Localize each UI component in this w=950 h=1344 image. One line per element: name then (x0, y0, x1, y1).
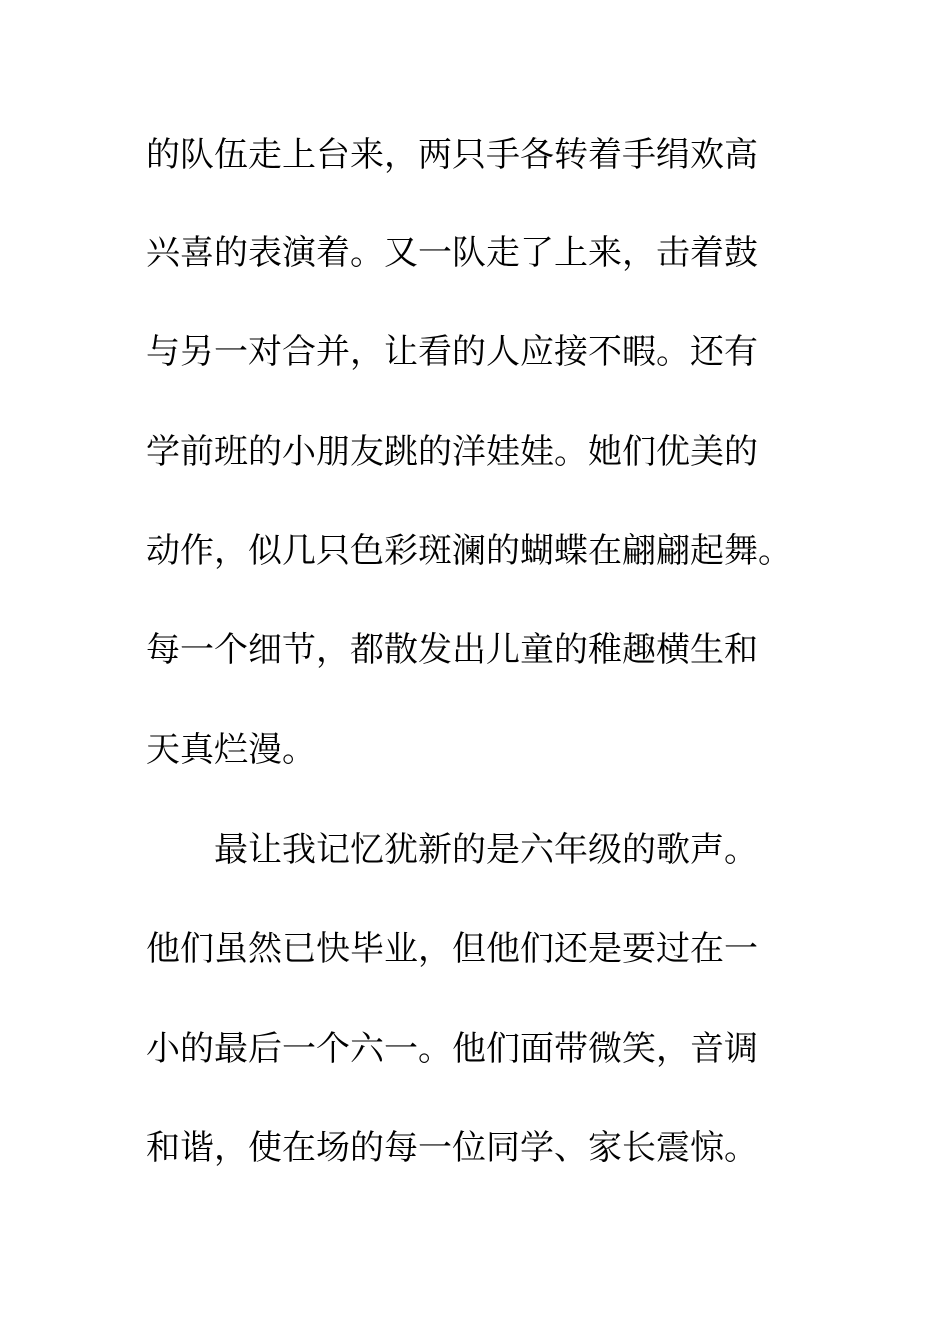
text-line-10: 小的最后一个六一。他们面带微笑，音调 (146, 1029, 758, 1069)
text-line-6: 每一个细节，都散发出儿童的稚趣横生和 (146, 630, 758, 670)
text-line-3: 与另一对合并，让看的人应接不暇。还有 (146, 332, 758, 372)
text-line-1: 的队伍走上台来，两只手各转着手绢欢高 (146, 135, 758, 175)
text-line-7: 天真烂漫。 (146, 730, 316, 770)
paragraph-start-line: 最让我记忆犹新的是六年级的歌声。 (214, 830, 758, 870)
text-line-2: 兴喜的表演着。又一队走了上来，击着鼓 (146, 233, 758, 273)
text-line-9: 他们虽然已快毕业，但他们还是要过在一 (146, 929, 758, 969)
text-line-5: 动作，似几只色彩斑澜的蝴蝶在翩翩起舞。 (146, 531, 792, 571)
text-line-4: 学前班的小朋友跳的洋娃娃。她们优美的 (146, 432, 758, 472)
text-line-11: 和谐，使在场的每一位同学、家长震惊。 (146, 1128, 758, 1168)
